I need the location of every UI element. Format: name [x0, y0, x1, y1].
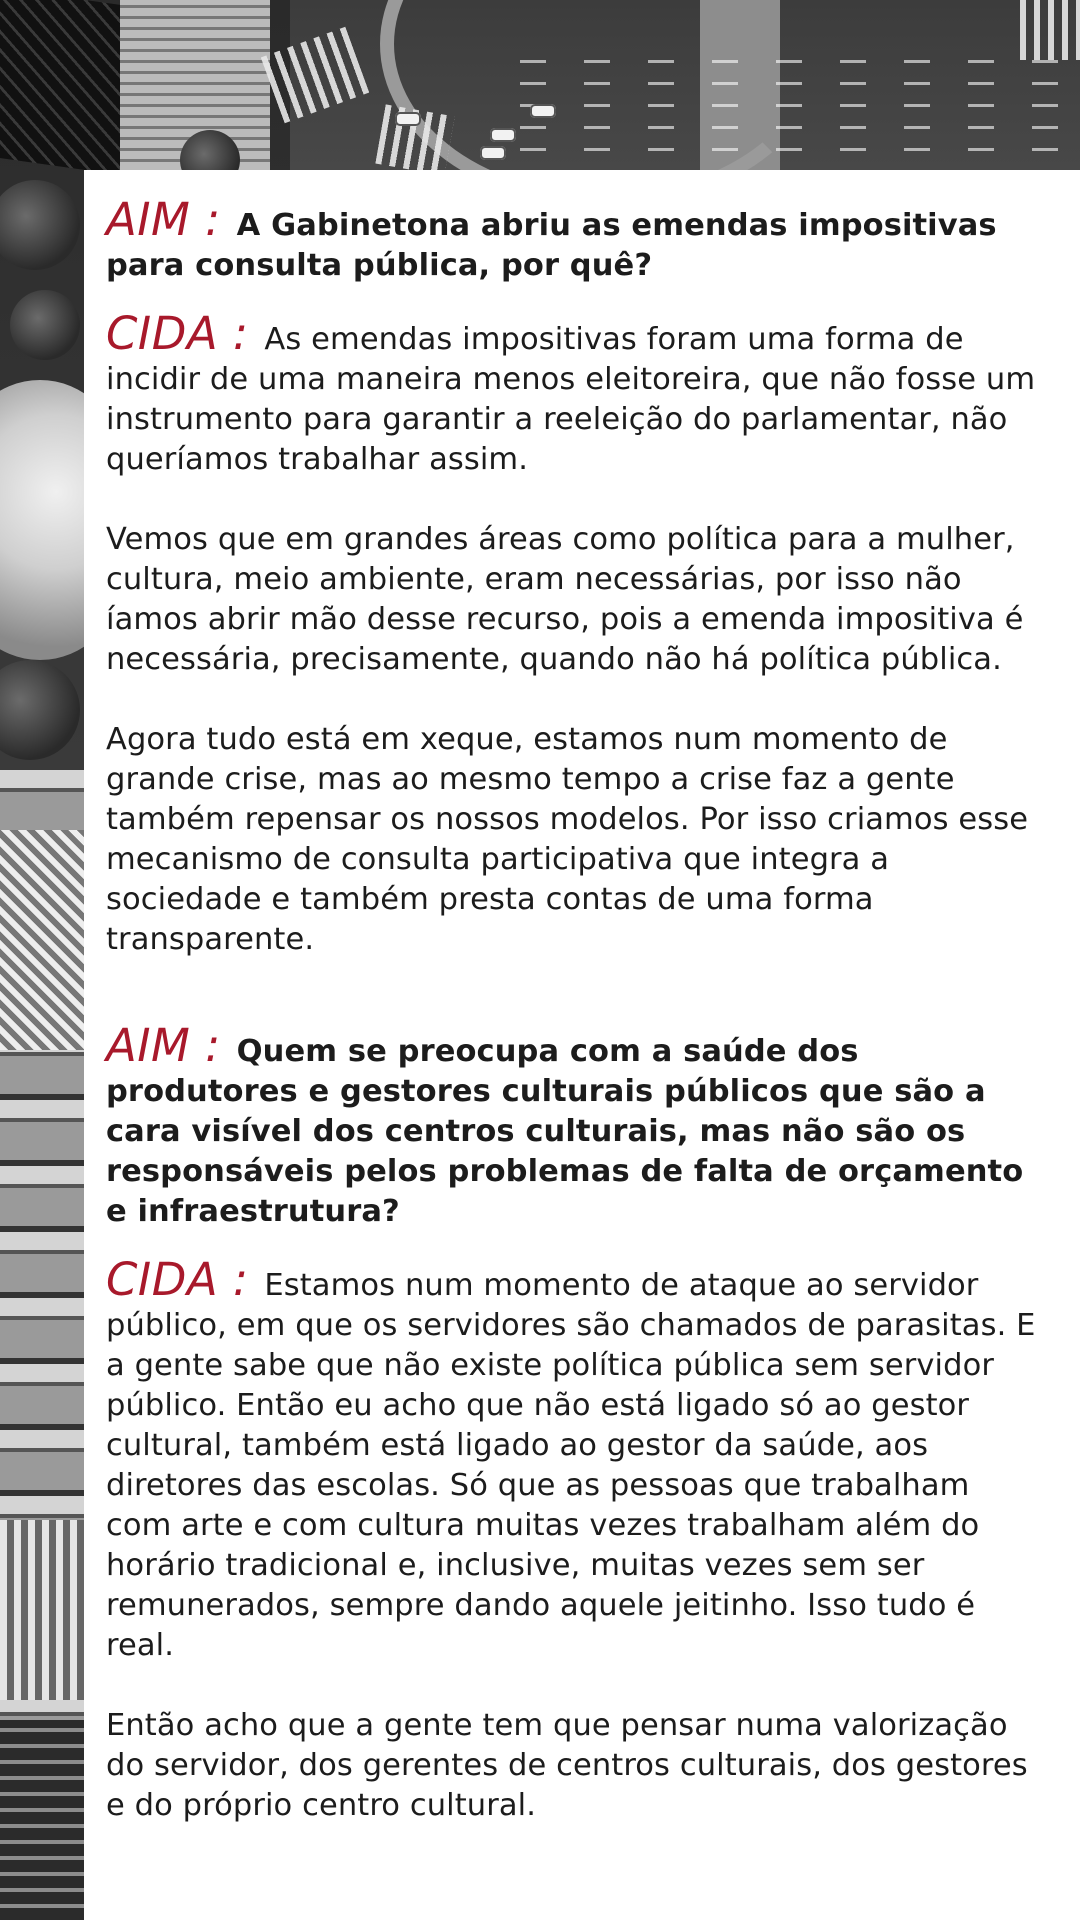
crosswalk — [1020, 0, 1080, 60]
speaker-label: AIM : — [106, 1019, 221, 1072]
question-2 — [106, 1019, 1036, 1232]
car — [490, 128, 516, 142]
answer-text: Estamos num momento de ataque ao servidor público, em que os servidores são chamados de parasitas. E a gente sabe que não existe política pública sem servidor público. Então eu acho que não está ligado só ao gestor cultural, também está ligado ao gestor da saúde, aos diretores das escolas. Só que as pessoas que trabalham com arte e com cultura muitas vezes trabalham além do horário tradicional e, inclusive, muitas vezes sem ser remunerados, sempre dando aquele jeitinho. Isso tudo é real. — [106, 1268, 1036, 1663]
speaker-label: CIDA : — [106, 1253, 249, 1306]
question-1 — [106, 193, 1036, 286]
interview-content — [106, 193, 1036, 1826]
tree — [10, 290, 80, 360]
tree — [0, 660, 80, 760]
speaker-label: AIM : — [106, 193, 221, 246]
speaker-label: CIDA : — [106, 307, 249, 360]
question-text: Quem se preocupa com a saúde dos produtores e gestores culturais públicos que são a cara visível dos centros culturais, mas não são os responsáveis pelos problemas de falta de orçamento e infraestrutura? — [106, 1034, 1024, 1229]
answer-text: As emendas impositivas foram uma forma de incidir de uma maneira menos eleitoreira, que não fosse um instrumento para garantir a reeleição do parlamentar, não queríamos trabalhar assim. — [106, 322, 1036, 477]
car — [530, 104, 556, 118]
striped-rooftop — [0, 830, 90, 1050]
question-text: A Gabinetona abriu as emendas impositivas para consulta pública, por quê? — [106, 208, 997, 283]
tree — [0, 180, 80, 270]
car — [480, 146, 506, 160]
answer-2-paragraph-2: Então acho que a gente tem que pensar numa valorização do servidor, dos gerentes de centros culturais, dos gestores e do próprio centro cultural. — [106, 1708, 1028, 1823]
answer-1-paragraph-2: Vemos que em grandes áreas como política para a mulher, cultura, meio ambiente, eram necessárias, por isso não íamos abrir mão desse recurso, pois a emenda impositiva é necessária, precisamente, quando não há política pública. — [106, 522, 1024, 677]
answer-2-paragraph-1 — [106, 1253, 1036, 1666]
answer-1-paragraph-1 — [106, 307, 1036, 480]
dark-rooftop — [0, 1720, 90, 1920]
answer-1-paragraph-3: Agora tudo está em xeque, estamos num momento de grande crise, mas ao mesmo tempo a crise faz a gente também repensar os nossos modelos. Por isso criamos esse mecanismo de consulta participativa que integra a sociedade e também presta contas de uma forma transparente. — [106, 722, 1029, 957]
striped-rooftop — [0, 1520, 90, 1700]
car — [395, 112, 421, 126]
lane-markings — [520, 60, 1080, 160]
